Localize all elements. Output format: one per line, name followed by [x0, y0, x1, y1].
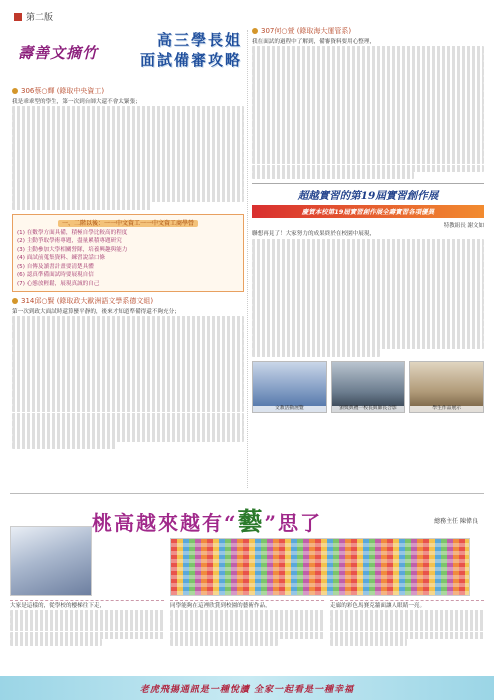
article3-intro: 我在面試的過程中了解到，備審資料要用心整理，	[252, 39, 376, 45]
column-divider	[247, 30, 248, 488]
article1-heading: 306蔡○輝 (錄取中央資工)	[12, 86, 244, 96]
article4-body	[252, 231, 484, 356]
list-item: (5) 自傳及讀書計畫要清楚具體	[17, 263, 94, 270]
left-column	[12, 24, 244, 494]
article4-intro: 聯想再見了！大家努力的成果終於在校園中展現，	[252, 231, 376, 238]
left-banner	[12, 24, 244, 84]
right-column	[252, 24, 484, 494]
art-article-columns	[10, 600, 484, 662]
photo-exhibition	[252, 361, 327, 413]
tips-heading: 一、二階以後：一一中文資工一一中文資工商學營	[17, 218, 239, 227]
list-item: (4) 面試前蒐集資料、練習說話口條	[17, 255, 106, 262]
list-item: (2) 主動爭取學術專題，盡量累積專題研究	[17, 238, 122, 245]
photo-caption: 文教活動展覽	[253, 406, 326, 412]
art-section	[10, 493, 484, 663]
art-col-2: 同學能夠在這裡欣賞到校園的藝術作品，	[170, 600, 324, 662]
main-title-line1: 高三學長姐	[156, 31, 242, 49]
main-title	[140, 30, 242, 70]
article2-heading: 314邱○賢 (錄取政大歐洲語文學系德文組)	[12, 296, 244, 306]
author-credit: 特教組長 謝文如	[443, 223, 484, 230]
page-marker-icon	[14, 13, 22, 21]
article1-body	[12, 99, 244, 210]
art-col-1: 大家是這樣的，從學校的樓梯往下走，	[10, 600, 164, 662]
photo-row	[252, 361, 484, 413]
building-photo	[10, 526, 92, 596]
director-credit: 總務主任 陳偉良	[434, 518, 478, 525]
photo-ceremony	[331, 361, 406, 413]
photo-works	[409, 361, 484, 413]
bullet-icon	[12, 88, 18, 94]
photo-caption: 頒獎典禮一校長與師長合影	[332, 406, 405, 412]
art-section-title: 桃高越來越有“藝”思了	[92, 507, 323, 536]
page-label: 第二版	[26, 13, 54, 23]
list-item: (6) 認真準備面試時要展現自信	[17, 272, 94, 279]
art-character: 藝	[237, 507, 265, 536]
photo-caption: 學生作品展示	[410, 406, 483, 412]
list-item: (1) 在數學方面具備，積極自學比較高的程度	[17, 229, 128, 236]
contest-banner	[252, 183, 484, 218]
page-number	[14, 10, 53, 23]
mosaic-wall-photo	[170, 538, 470, 596]
art-col-3: 走廊的彩色馬賽克牆面讓人眼睛一亮。	[330, 600, 484, 662]
list-item: (3) 主動參加大學相關營隊，培養興趣與能力	[17, 246, 128, 253]
bullet-icon	[252, 28, 258, 34]
article3-heading: 307何○萱 (錄取海大運管系)	[252, 26, 484, 36]
main-title-line2: 面試備審攻略	[139, 51, 242, 69]
article2-intro: 第一次到政大面試時還算蠻平靜的，後來才知道準備得還不夠充分；	[12, 309, 180, 316]
list-item: (7) 心態放輕鬆，展現真誠的自己	[17, 280, 100, 287]
contest-title: 超越實習的第19屆實習創作展	[297, 190, 439, 203]
bullet-icon	[12, 298, 18, 304]
contest-subtitle: 慶賀本校第19屆實習創作展全壽實習各項優異	[252, 205, 484, 218]
section-title: 壽善文摘竹	[18, 44, 99, 62]
article2-body	[12, 309, 244, 449]
article1-intro: 我是乖乖型的學生，第一次到台師大還不會太緊張；	[12, 99, 141, 105]
footer-bar	[0, 676, 494, 700]
article3-body	[252, 39, 484, 179]
tips-box	[12, 214, 244, 293]
footer-slogan: 老虎飛揚通訊是一種悅讀 全家一起看是一種幸福	[139, 684, 355, 695]
